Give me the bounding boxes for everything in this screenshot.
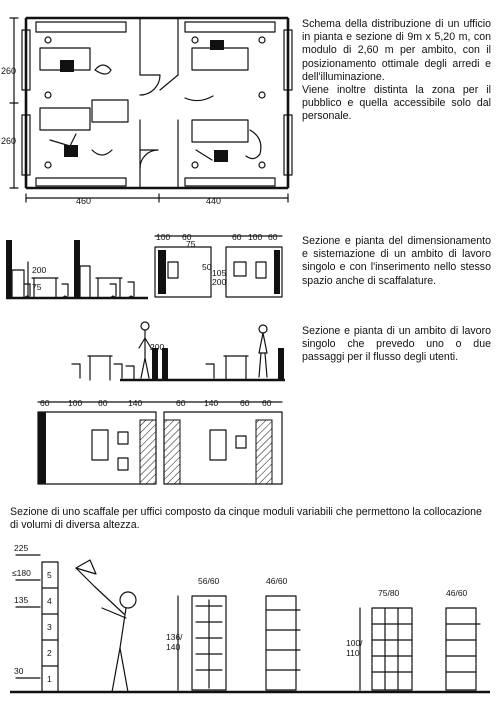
dim-plan-w1: 460 [76,196,92,206]
dim-plan-h1: 260 [1,66,17,76]
dim-passage-5: 60 [176,398,186,408]
plan-shelf [36,22,126,32]
lamp-icon [192,37,198,43]
dim-single-top-2: 60 [182,232,192,242]
dim-single-top-1: 100 [156,232,171,242]
dim-single-h75: 75 [32,282,42,292]
single-workspace-section [6,232,282,298]
lamp-icon [259,37,265,43]
dim-passage-8: 60 [262,398,272,408]
passage-section [38,322,285,484]
dim-passage-4: 140 [128,398,143,408]
chair [214,150,228,162]
lamp-icon [45,92,51,98]
plan-shelf [185,178,275,186]
dim-shelf-w1: 56/60 [198,576,220,586]
shelf-unit-c [372,608,412,690]
lamp-icon [45,162,51,168]
single-workspace-caption: Sezione e pianta del dimensionamento e sistemazione di un ambito di lavoro singolo e con l'inserimento nello stesso spazio anche di scaffalature. [302,235,491,287]
lamp-icon [45,37,51,43]
plan-desk [40,108,90,130]
dim-single-h200: 200 [32,265,47,275]
dim-plan-w2: 440 [206,196,222,206]
dim-single-v200: 200 [212,277,227,287]
dim-single-top-3: 60 [232,232,242,242]
dim-single-v50: 50 [202,262,212,272]
plan-shelf [36,178,126,186]
shelf-module-2: 2 [47,648,52,658]
plan-desk [192,120,248,142]
dim-passage-7: 60 [240,398,250,408]
shelf-unit-d [446,608,476,690]
shelf-module-1: 1 [47,674,52,684]
dim-shelf-w2: 46/60 [266,576,288,586]
dim-single-span75: 75 [186,239,196,249]
dim-shelf-hA2: 140 [166,642,181,652]
dim-shelf-w3: 75/80 [378,588,400,598]
chair [60,60,74,72]
door-swing [140,75,160,95]
dim-passage-1: 60 [40,398,50,408]
office-floor-plan [1,18,292,206]
chair [210,40,224,50]
shelving-caption: Sezione di uno scaffale per uffici composto da cinque moduli variabili che permettono la collocazione di volumi di diversa altezza. [10,506,482,532]
dim-shelf-w4: 46/60 [446,588,468,598]
dim-shelf-h30: 30 [14,666,24,676]
door-swing [140,150,158,168]
chair [64,145,78,157]
dim-shelf-hB2: 110 [346,648,360,658]
plan-outline [26,18,288,188]
dim-single-top-4: 100 [248,232,263,242]
dim-passage-6: 140 [204,398,219,408]
dim-shelf-hA: 136/ [166,632,183,642]
dim-passage-h200: 200 [150,342,165,352]
shelving-section [10,543,490,692]
dim-single-v105: 105 [212,268,227,278]
shelf-module-5: 5 [47,570,52,580]
plan-caption-paragraph-2: Viene inoltre distinta la zona per il pubblico e quella accessibile solo dal personale. [302,84,491,123]
dim-passage-2: 100 [68,398,83,408]
passages-caption: Sezione e pianta di un ambito di lavoro singolo che prevedo uno o due passaggi per il flusso degli utenti. [302,325,491,364]
dim-plan-h2: 260 [1,136,17,146]
shelf-module-3: 3 [47,622,52,632]
lamp-icon [259,92,265,98]
plan-desk [192,48,248,70]
dim-shelf-h225: 225 [14,543,29,553]
plan-desk [92,100,128,122]
passage-plan-a [38,412,156,484]
dim-shelf-h135: 135 [14,595,29,605]
plan-shelf [185,22,275,32]
dim-shelf-h180: ≤180 [12,568,31,578]
dim-single-top-5: 60 [268,232,278,242]
dim-shelf-hB: 100/ [346,638,363,648]
shelf-module-4: 4 [47,596,52,606]
plan-caption-paragraph-1: Schema della distribuzione di un ufficio in pianta e sezione di 9m x 5,20 m, con modulo di 2,60 m per ambito, con il posizionamento ottimale degli arredi e dell'illuminazione. [302,18,491,83]
lamp-icon [192,162,198,168]
dim-passage-3: 60 [98,398,108,408]
lamp-icon [259,162,265,168]
